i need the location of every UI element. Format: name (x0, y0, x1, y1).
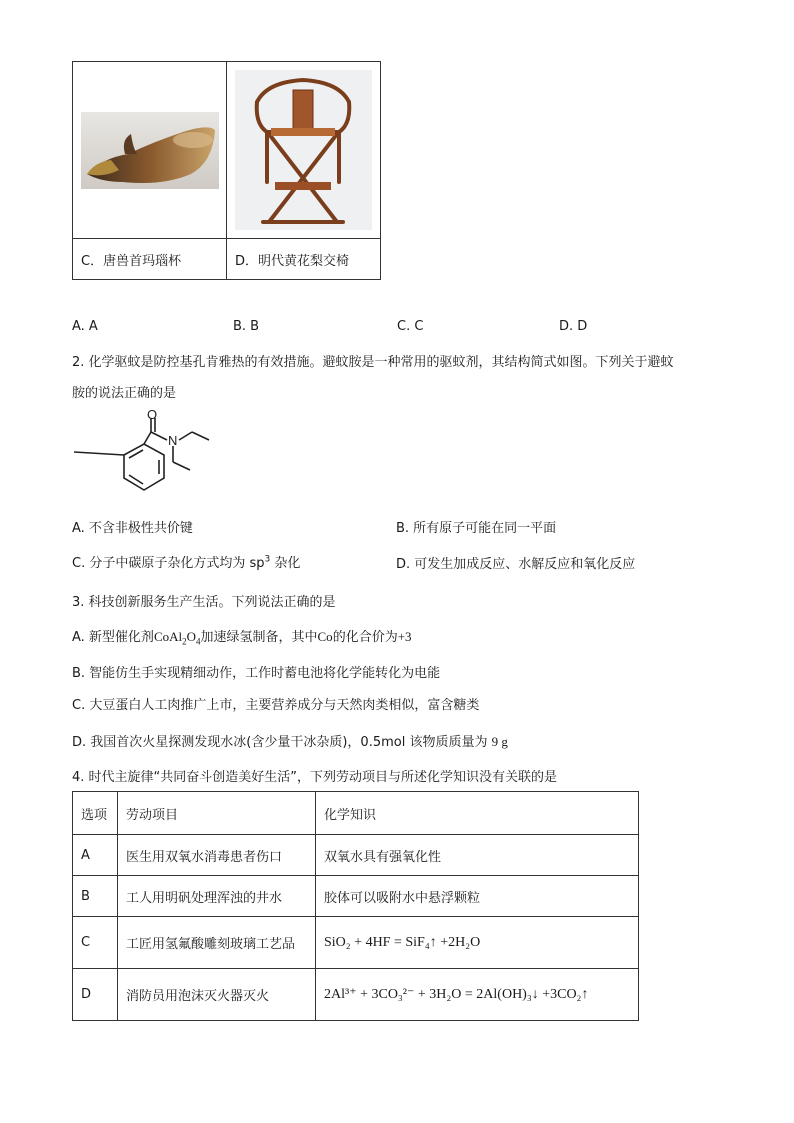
row-d-labor: 消防员用泡沫灭火器灭火 (118, 969, 316, 1021)
q1-option-a: A. A (72, 319, 98, 334)
q1-option-c: C. C (397, 319, 424, 334)
caption-d: D．明代黄花梨交椅 (227, 239, 381, 280)
atom-n: N (168, 433, 178, 448)
header-labor: 劳动项目 (118, 792, 316, 835)
header-knowledge: 化学知识 (316, 792, 639, 835)
folding-chair-image (227, 62, 380, 238)
image-cell-c (73, 62, 227, 239)
q1-image-table (72, 61, 381, 280)
row-a-option: A (73, 835, 118, 876)
row-a-knowledge: 双氧水具有强氧化性 (316, 835, 639, 876)
atom-o: O (147, 410, 158, 422)
q4-stem: 4. 时代主旋律“共同奋斗创造美好生活”，下列劳动项目与所述化学知识没有关联的是 (72, 770, 558, 785)
agate-cup-image (73, 62, 226, 238)
row-c-option: C (73, 917, 118, 969)
q3-stem: 3. 科技创新服务生产生活。下列说法正确的是 (72, 595, 336, 610)
table-row (73, 969, 639, 1021)
q2-option-b: B. 所有原子可能在同一平面 (396, 521, 557, 536)
row-b-knowledge: 胶体可以吸附水中悬浮颗粒 (316, 876, 639, 917)
q1-option-b: B. B (233, 319, 260, 334)
deet-structure (72, 410, 222, 505)
q3-option-b: B. 智能仿生手实现精细动作，工作时蓄电池将化学能转化为电能 (72, 666, 441, 681)
q2-stem-line1: 2. 化学驱蚊是防控基孔肯雅热的有效措施。避蚊胺是一种常用的驱蚊剂，其结构简式如图。下列关于避蚊 (72, 355, 674, 370)
caption-c: C．唐兽首玛瑙杯 (73, 239, 227, 280)
q2-stem-line2: 胺的说法正确的是 (72, 386, 177, 401)
q4-table (72, 791, 639, 1021)
q3-option-c: C. 大豆蛋白人工肉推广上市，主要营养成分与天然肉类相似，富含糖类 (72, 698, 480, 713)
q3-option-a: A. 新型催化剂$CoAl_2O_4$加速绿氢制备，其中Co的化合价为+3 (72, 629, 412, 647)
table-row (73, 917, 639, 969)
row-c-labor: 工匠用氢氟酸雕刻玻璃工艺品 (118, 917, 316, 969)
q2-option-c: C. 分子中碳原子杂化方式均为 $sp^3$ 杂化 (72, 554, 301, 571)
header-option: 选项 (73, 792, 118, 835)
q2-option-a: A. 不含非极性共价键 (72, 521, 193, 536)
row-c-knowledge: SiO₂ + 4HF = SiF₄↑ +2H₂O (316, 917, 639, 969)
catalyst-formula: $CoAl_2O_4$ (153, 629, 201, 647)
q1-option-d: D. D (559, 319, 588, 334)
row-d-knowledge: 2Al³⁺ + 3CO₃²⁻ + 3H₂O = 2Al(OH)₃↓ +3CO₂↑ (316, 969, 639, 1021)
table-row (73, 835, 639, 876)
table-row (73, 876, 639, 917)
row-a-labor: 医生用双氧水消毒患者伤口 (118, 835, 316, 876)
row-b-option: B (73, 876, 118, 917)
image-cell-d (227, 62, 381, 239)
row-d-option: D (73, 969, 118, 1021)
table-header-row (73, 792, 639, 835)
q3-option-d: D. 我国首次火星探测发现水冰(含少量干冰杂质)，0.5mol 该物质质量为 9 g (72, 734, 508, 750)
q2-option-d: D. 可发生加成反应、水解反应和氧化反应 (396, 557, 636, 572)
row-b-labor: 工人用明矾处理浑浊的井水 (118, 876, 316, 917)
